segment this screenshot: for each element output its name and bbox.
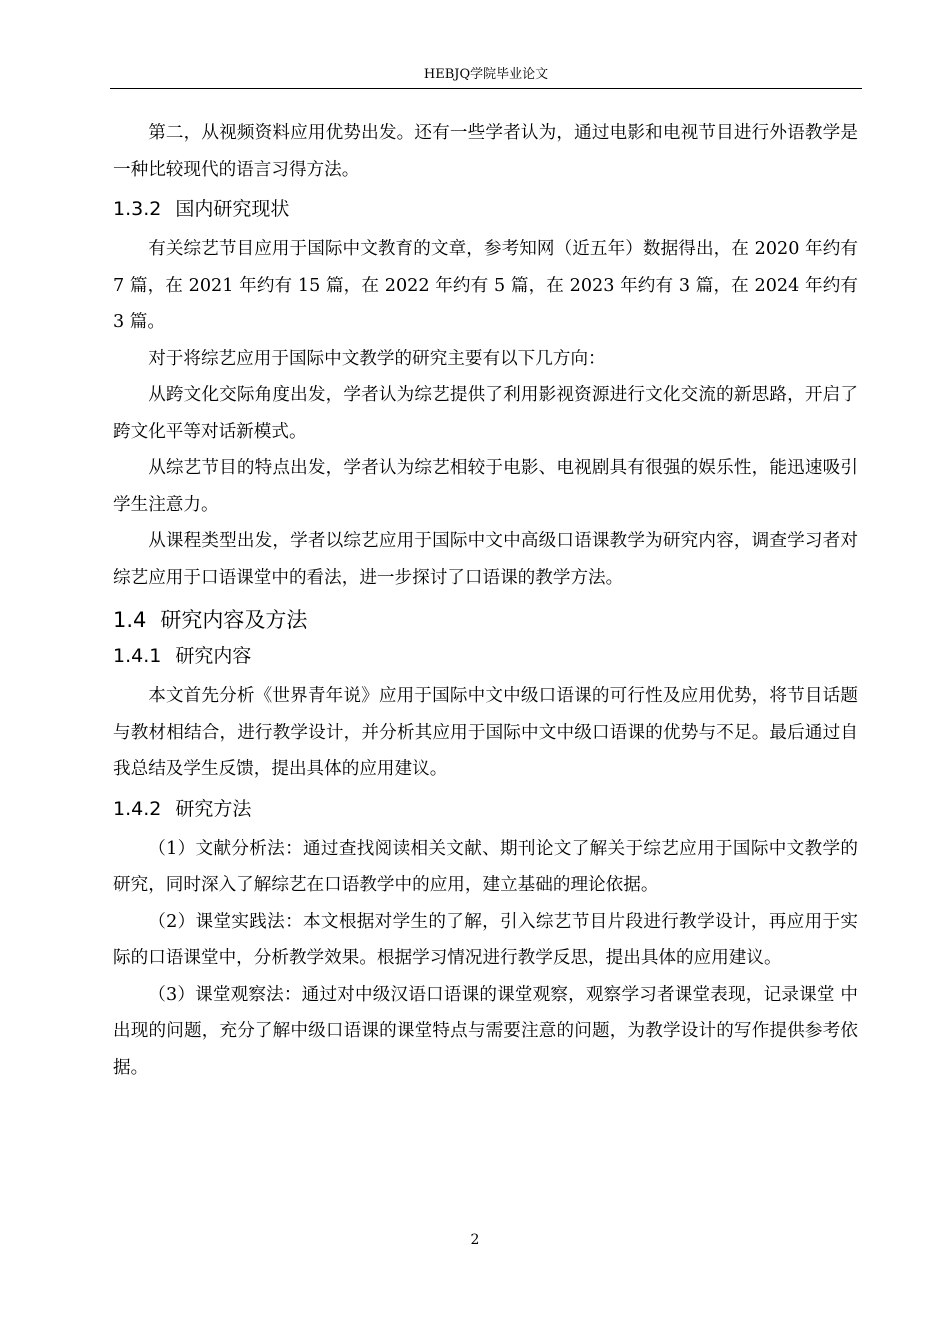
- section-heading-1-4-2: [113, 797, 858, 821]
- section-title: 研究方法: [175, 797, 252, 820]
- page-footer: [0, 1232, 950, 1248]
- paragraph: （2）课堂实践法：本文根据对学生的了解，引入综艺节目片段进行教学设计，再应用于实际的口语课堂中，分析教学效果。根据学习情况进行教学反思，提出具体的应用建议。: [113, 911, 858, 968]
- section-number: 1.3.2: [113, 198, 162, 220]
- section-title: 研究内容及方法: [160, 608, 308, 632]
- paragraph: 对于将综艺应用于国际中文教学的研究主要有以下几方向：: [148, 348, 606, 369]
- section-heading-1-4: [113, 607, 858, 633]
- paragraph: 从综艺节目的特点出发，学者认为综艺相较于电影、电视剧具有很强的娱乐性，能迅速吸引学生注意力。: [113, 458, 858, 515]
- paragraph: （1）文献分析法：通过查找阅读相关文献、期刊论文了解关于综艺应用于国际中文教学的研究，同时深入了解综艺在口语教学中的应用，建立基础的理论依据。: [113, 838, 858, 895]
- header-title: HEBJQ学院毕业论文: [423, 67, 549, 82]
- section-title: 研究内容: [175, 645, 252, 667]
- paragraph: 从跨文化交际角度出发，学者认为综艺提供了利用影视资源进行文化交流的新思路，开启了跨文化平等对话新模式。: [113, 385, 858, 442]
- section-number: 1.4.1: [113, 645, 162, 667]
- section-number: 1.4: [113, 608, 147, 632]
- paragraph: 第二，从视频资料应用优势出发。还有一些学者认为，通过电影和电视节目进行外语教学是一种比较现代的语言习得方法。: [113, 123, 858, 180]
- page-number: 2: [470, 1232, 480, 1248]
- paragraph: 本文首先分析《世界青年说》应用于国际中文中级口语课的可行性及应用优势，将节目话题与教材相结合，进行教学设计，并分析其应用于国际中文中级口语课的优势与不足。最后通过自我总结及学生反馈，提出具体的应用建议。: [113, 686, 858, 779]
- paragraph: 有关综艺节目应用于国际中文教育的文章，参考知网（近五年）数据得出，在 2020 年约有 7 篇，在 2021 年约有 15 篇，在 2022 年约有 5 篇，在 2023 年约有 3 篇，在 2024 年约有 3 篇。: [113, 239, 858, 332]
- section-number: 1.4.2: [113, 797, 162, 820]
- section-title: 国内研究现状: [175, 198, 290, 220]
- section-heading-1-3-2: [113, 197, 858, 221]
- section-heading-1-4-1: [113, 644, 858, 668]
- paragraph: （3）课堂观察法：通过对中级汉语口语课的课堂观察，观察学习者课堂表现，记录课堂 中出现的问题，充分了解中级口语课的课堂特点与需要注意的问题，为教学设计的写作提供参考依据。: [113, 984, 858, 1078]
- page-header: [110, 66, 862, 89]
- document-body: [113, 115, 858, 1086]
- paragraph: 从课程类型出发，学者以综艺应用于国际中文中高级口语课教学为研究内容，调查学习者对综艺应用于口语课堂中的看法，进一步探讨了口语课的教学方法。: [113, 531, 858, 588]
